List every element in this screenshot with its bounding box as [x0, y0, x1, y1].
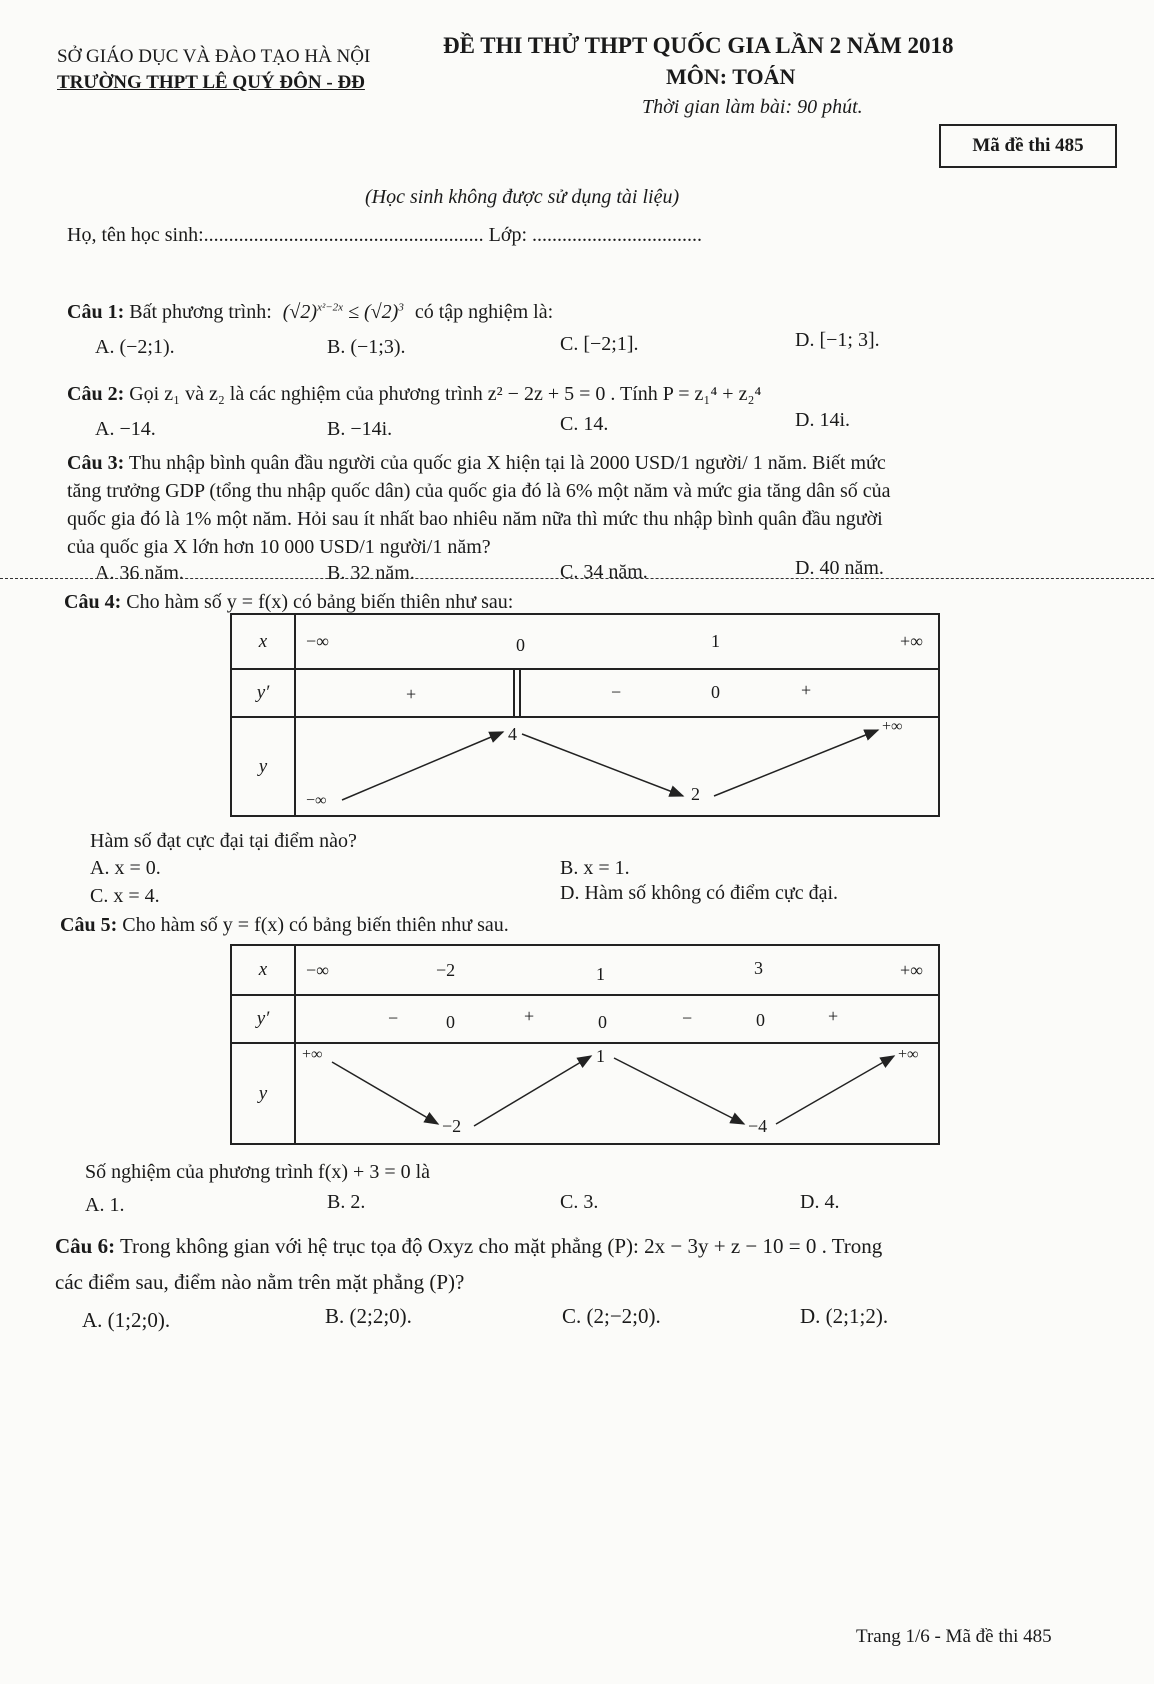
option-d[interactable]: D. (2;1;2). — [800, 1304, 889, 1328]
option-a[interactable]: A. (−2;1). — [95, 336, 175, 358]
y-value: −∞ — [306, 792, 327, 809]
sign: − — [388, 1008, 399, 1028]
exam-title: ĐỀ THI THỬ THPT QUỐC GIA LẦN 2 NĂM 2018 — [443, 33, 954, 58]
sign: − — [611, 682, 622, 702]
y-value: +∞ — [898, 1046, 919, 1063]
y-value: 1 — [596, 1046, 605, 1066]
question-5-prompt: Số nghiệm của phương trình f(x) + 3 = 0 là — [85, 1161, 431, 1183]
x-value: 3 — [754, 958, 763, 978]
derivative-row-label: y′ — [231, 995, 295, 1043]
x-value: −∞ — [306, 960, 329, 980]
option-b[interactable]: B. (−1;3). — [327, 336, 406, 358]
sign: + — [406, 684, 417, 704]
x-value: +∞ — [900, 960, 923, 980]
question-label: Câu 5: — [60, 914, 118, 936]
option-a[interactable]: A. (1;2;0). — [82, 1308, 171, 1332]
x-row — [295, 614, 939, 669]
option-a[interactable]: A. −14. — [95, 418, 156, 440]
question-1 — [67, 301, 553, 324]
question-6 — [55, 1234, 882, 1259]
option-b[interactable]: B. −14i. — [327, 418, 393, 440]
option-c[interactable]: C. [−2;1]. — [560, 333, 639, 355]
increase-arrow — [776, 1056, 894, 1124]
subject: MÔN: TOÁN — [666, 64, 796, 89]
question-label: Câu 3: — [67, 452, 125, 474]
question-text: Cho hàm số y = f(x) có bảng biến thiên như sau: — [126, 591, 514, 613]
question-4-prompt: Hàm số đạt cực đại tại điểm nào? — [90, 830, 357, 852]
sign: + — [801, 680, 812, 700]
sign: + — [828, 1006, 839, 1026]
y-value: 2 — [691, 784, 700, 804]
student-name-line: Họ, tên học sinh:........................................................ Lớp: .................................. — [67, 224, 702, 246]
y-value: −2 — [442, 1116, 462, 1136]
question-5 — [60, 914, 509, 937]
x-row — [295, 945, 939, 995]
option-c[interactable]: C. 3. — [560, 1191, 599, 1213]
y-row-label: y — [231, 717, 295, 816]
x-value: 1 — [711, 631, 720, 651]
option-a[interactable]: A. 1. — [85, 1194, 125, 1216]
question-line-2: các điểm sau, điểm nào nằm trên mặt phẳng (P)? — [55, 1270, 465, 1294]
x-value: −2 — [436, 960, 456, 980]
option-a[interactable]: A. 36 năm. — [95, 562, 184, 584]
option-d[interactable]: D. 14i. — [795, 409, 850, 431]
sign: − — [682, 1008, 693, 1028]
undefined-marker — [513, 670, 521, 716]
option-b[interactable]: B. x = 1. — [560, 857, 630, 879]
question-label: Câu 2: — [67, 383, 125, 405]
decrease-arrow — [614, 1058, 744, 1124]
y-row — [295, 1043, 939, 1144]
question-line-1: Thu nhập bình quân đầu người của quốc gia X hiện tại là 2000 USD/1 người/ 1 năm. Biết mức — [128, 452, 886, 474]
derivative-row — [295, 669, 939, 717]
option-c[interactable]: C. 34 năm. — [560, 561, 648, 583]
option-d[interactable]: D. Hàm số không có điểm cực đại. — [560, 882, 838, 904]
x-row-label: x — [231, 614, 295, 669]
decrease-arrow — [332, 1062, 438, 1124]
option-c[interactable]: C. (2;−2;0). — [562, 1304, 661, 1328]
option-d[interactable]: D. 40 năm. — [795, 557, 884, 579]
option-a[interactable]: A. x = 0. — [90, 857, 161, 879]
derivative-row — [295, 995, 939, 1043]
y-value: −4 — [748, 1116, 768, 1136]
question-line-3: quốc gia đó là 1% một năm. Hỏi sau ít nhất bao nhiêu năm nữa thì mức thu nhập bình quân đầu người — [67, 508, 883, 530]
fold-divider — [0, 578, 1154, 579]
derivative-row-label: y′ — [231, 669, 295, 717]
x-row-label: x — [231, 945, 295, 995]
page-footer: Trang 1/6 - Mã đề thi 485 — [856, 1626, 1052, 1647]
y-value: +∞ — [882, 718, 903, 735]
question-label: Câu 1: — [67, 301, 125, 323]
option-b[interactable]: B. 32 năm. — [327, 562, 415, 584]
option-c[interactable]: C. x = 4. — [90, 885, 160, 907]
exam-note: (Học sinh không được sử dụng tài liệu) — [365, 186, 680, 208]
decrease-arrow — [522, 734, 683, 796]
variation-table-1 — [230, 613, 940, 817]
y-value: +∞ — [302, 1046, 323, 1063]
option-b[interactable]: B. (2;2;0). — [325, 1304, 412, 1328]
sign: 0 — [446, 1012, 455, 1032]
sign: 0 — [756, 1010, 765, 1030]
y-row-label: y — [231, 1043, 295, 1144]
sign: 0 — [598, 1012, 607, 1032]
x-value: 1 — [596, 964, 605, 984]
arrow-graph — [296, 1044, 942, 1147]
question-2 — [67, 383, 761, 406]
question-label: Câu 6: — [55, 1234, 116, 1258]
inequality-formula: $(√2)^{x^2-2x} \le (√2)^3$ — [282, 301, 404, 323]
question-4 — [64, 591, 513, 614]
department-name: SỞ GIÁO DỤC VÀ ĐÀO TẠO HÀ NỘI — [57, 46, 371, 67]
question-label: Câu 4: — [64, 591, 122, 613]
exam-code-box — [939, 124, 1117, 168]
y-row — [295, 717, 939, 816]
option-b[interactable]: B. 2. — [327, 1191, 366, 1213]
question-line-2: tăng trưởng GDP (tổng thu nhập quốc dân) của quốc gia đó là 6% một năm và mức gia tăng dân số của — [67, 480, 891, 502]
exam-code: Mã đề thi 485 — [972, 135, 1084, 156]
question-line-1: Trong không gian với hệ trục tọa độ Oxyz cho mặt phẳng (P): 2x − 3y + z − 10 = 0 . Trong — [119, 1234, 883, 1258]
x-value: +∞ — [900, 631, 923, 651]
x-value: −∞ — [306, 631, 329, 651]
x-value: 0 — [516, 635, 525, 655]
question-text: Bất phương trình: — [129, 301, 272, 323]
question-text-tail: có tập nghiệm là: — [414, 301, 554, 323]
y-value: 4 — [508, 724, 517, 744]
variation-table-2 — [230, 944, 940, 1145]
exam-time: Thời gian làm bài: 90 phút. — [642, 96, 863, 118]
sign: 0 — [711, 682, 720, 702]
increase-arrow — [342, 732, 503, 800]
option-d[interactable]: D. 4. — [800, 1191, 840, 1213]
sign: + — [524, 1006, 535, 1026]
option-c[interactable]: C. 14. — [560, 413, 609, 435]
question-line-4: của quốc gia X lớn hơn 10 000 USD/1 người/1 năm? — [67, 536, 491, 558]
school-name: TRƯỜNG THPT LÊ QUÝ ĐÔN - ĐĐ — [57, 72, 365, 93]
increase-arrow — [474, 1056, 591, 1126]
arrow-graph — [296, 718, 942, 819]
question-text: Gọi z₁ và z₂ là các nghiệm của phương trình z² − 2z + 5 = 0 . Tính P = z₁⁴ + z₂⁴ — [129, 383, 762, 405]
question-text: Cho hàm số y = f(x) có bảng biến thiên như sau. — [122, 914, 509, 936]
increase-arrow — [714, 730, 878, 796]
option-d[interactable]: D. [−1; 3]. — [795, 329, 880, 351]
question-3 — [67, 452, 886, 475]
